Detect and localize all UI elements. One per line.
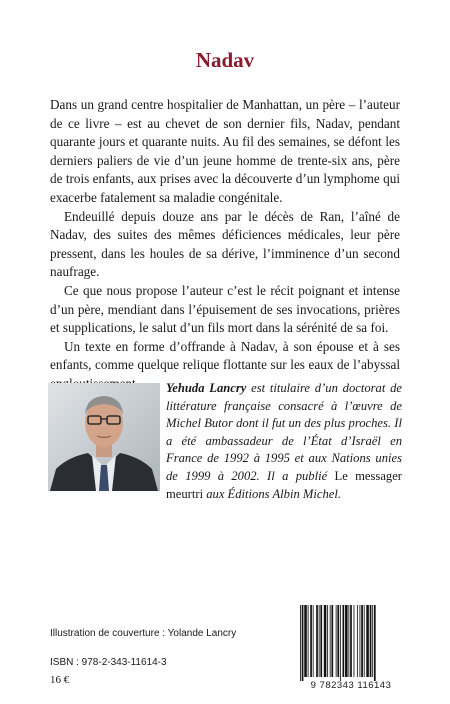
price: 16 € <box>50 674 70 686</box>
back-cover-blurb <box>50 96 400 394</box>
barcode-digits: 9 782343 116143 <box>310 680 392 691</box>
blurb-paragraph: Dans un grand centre hospitalier de Manhattan, un père – l’auteur de ce livre – est au chevet de son dernier fils, Nadav, pendant quarante jours et quarante nuits. Au fil des semaines, se défont les derniers paliers de vie d’un jeune homme de trente-six ans, père de trois enfants, aux prises avec la découverte d’un lymphome qui exacerbe fatalement sa maladie congénitale. <box>50 97 400 205</box>
book-title: Nadav <box>195 48 255 72</box>
blurb-paragraph: Ce que nous propose l’auteur c’est le récit poignant et intense d’un père, mendiant dans l’épuisement de ses invocations, prières et supplications, le salut d’un fils mort dans la sérénité de sa foi. <box>50 282 400 336</box>
blurb-paragraph: Endeuillé depuis douze ans par le décès de Ran, l’aîné de Nadav, des suites des mêmes déficiences médicales, leur père pressent, dans les houles de sa dérive, l’imminence d’un second naufrage. <box>50 208 400 280</box>
blurb-paragraph: Un texte en forme d’offrande à Nadav, à son épouse et à ses enfants, comme quelque relique flottante sur les eaux de l’abyssal <box>50 338 400 373</box>
bio-text: est titulaire d’un doctorat de littérature française consacré à l’œuvre de Michel Butor dont il fut un des plus proches. Il a été ambassadeur de l’État d’Israël en France de 1992 à 1995 et aux Nations unies de 1999 à 2002. Il a publié <box>166 381 402 483</box>
author-name: Yehuda Lancry <box>166 381 247 395</box>
author-bio <box>166 380 402 503</box>
bio-text-end: aux Éditions Albin Michel. <box>203 486 342 501</box>
barcode <box>298 605 402 683</box>
isbn: ISBN : 978-2-343-11614-3 <box>50 657 167 668</box>
cover-illustration-credit: Illustration de couverture : Yolande Lancry <box>50 628 237 639</box>
bio-book-title: Le messager meurtri <box>166 468 402 501</box>
author-photo <box>48 383 160 491</box>
